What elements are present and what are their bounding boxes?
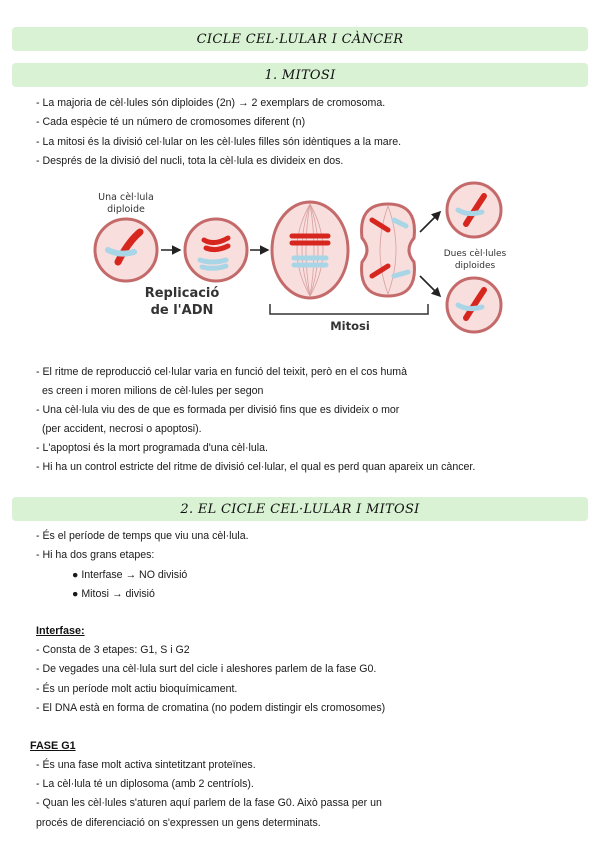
interfase-bullet: - De vegades una cèl·lula surt del cicle i aleshores parlem de la fase G0. (36, 663, 377, 675)
arrow-3 (420, 212, 440, 232)
section-2-heading: 2. EL CICLE CEL·LULAR I MITOSI (12, 497, 588, 521)
section-1-bullet: - La mitosi és la divisió cel·lular on les cèl·lules filles són idèntiques a la mare. (36, 136, 402, 148)
g1-bullet: - Quan les cèl·lules s'aturen aquí parlem de la fase G0. Això passa per un (36, 797, 382, 809)
section-1-bullet: - L'apoptosi és la mort programada d'una cèl·lula. (36, 442, 268, 454)
section-1-bullet-cont: (per accident, necrosi o apoptosi). (42, 423, 202, 435)
section-1-bullet: - El ritme de reproducció cel·lular varia en funció del teixit, però en el cos humà (36, 366, 407, 378)
arrow-4 (420, 276, 440, 296)
section-1-bullet: - Una cèl·lula viu des de que es formada per divisió fins que es divideix o mor (36, 404, 400, 416)
interfase-bullet: - És un període molt actiu bioquímicament. (36, 683, 238, 695)
label-daughter-cells-2: diploides (454, 261, 496, 271)
fase-g1-heading: FASE G1 (30, 740, 76, 752)
daughter-cell-bottom (447, 278, 501, 332)
interfase-bullet: - El DNA està en forma de cromatina (no podem distingir els cromosomes) (36, 702, 386, 714)
section-1-heading: 1. MITOSI (12, 63, 588, 87)
mitosis-bracket (270, 304, 428, 314)
section-1-bullet: - Hi ha un control estricte del ritme de divisió cel·lular, el qual es perd quan apareix un càncer. (36, 461, 476, 473)
section-1-bullet: - Després de la divisió del nucli, tota la cèl·lula es divideix en dos. (36, 155, 344, 167)
label-diploid-cell-2: diploide (107, 204, 145, 215)
cell-replicated (185, 219, 247, 281)
interfase-bullet: - Consta de 3 etapes: G1, S i G2 (36, 644, 190, 656)
section-2-bullet: - És el període de temps que viu una cèl·lula. (36, 530, 249, 542)
stage-item: ● Mitosi → divisió (72, 588, 155, 600)
mitosis-diagram (88, 180, 512, 338)
cell-anaphase (362, 204, 415, 296)
daughter-cell-top (447, 183, 501, 237)
g1-bullet: - És una fase molt activa sintetitzant proteïnes. (36, 759, 256, 771)
g1-bullet-cont: procés de diferenciació on s'expressen un gens determinats. (36, 817, 321, 829)
label-mitosis: Mitosi (330, 319, 370, 333)
interfase-heading: Interfase: (36, 625, 85, 637)
label-daughter-cells: Dues cèl·lules (443, 249, 507, 259)
cell-original (95, 219, 157, 281)
cell-metaphase (272, 202, 348, 298)
g1-bullet: - La cèl·lula té un diplosoma (amb 2 centríols). (36, 778, 254, 790)
section-1-bullet: - Cada espècie té un número de cromosomes diferent (n) (36, 116, 306, 128)
label-replication: Replicació (144, 286, 220, 301)
stage-item: ● Interfase → NO divisió (72, 569, 188, 581)
document-title: CICLE CEL·LULAR I CÀNCER (12, 27, 588, 51)
label-diploid-cell: Una cèl·lula (98, 192, 154, 203)
label-replication-2: de l'ADN (150, 303, 214, 318)
section-1-bullet-cont: es creen i moren milions de cèl·lules per segon (42, 385, 264, 397)
section-2-bullet: - Hi ha dos grans etapes: (36, 549, 155, 561)
section-1-bullet: - La majoria de cèl·lules són diploides (2n) → 2 exemplars de cromosoma. (36, 97, 386, 109)
